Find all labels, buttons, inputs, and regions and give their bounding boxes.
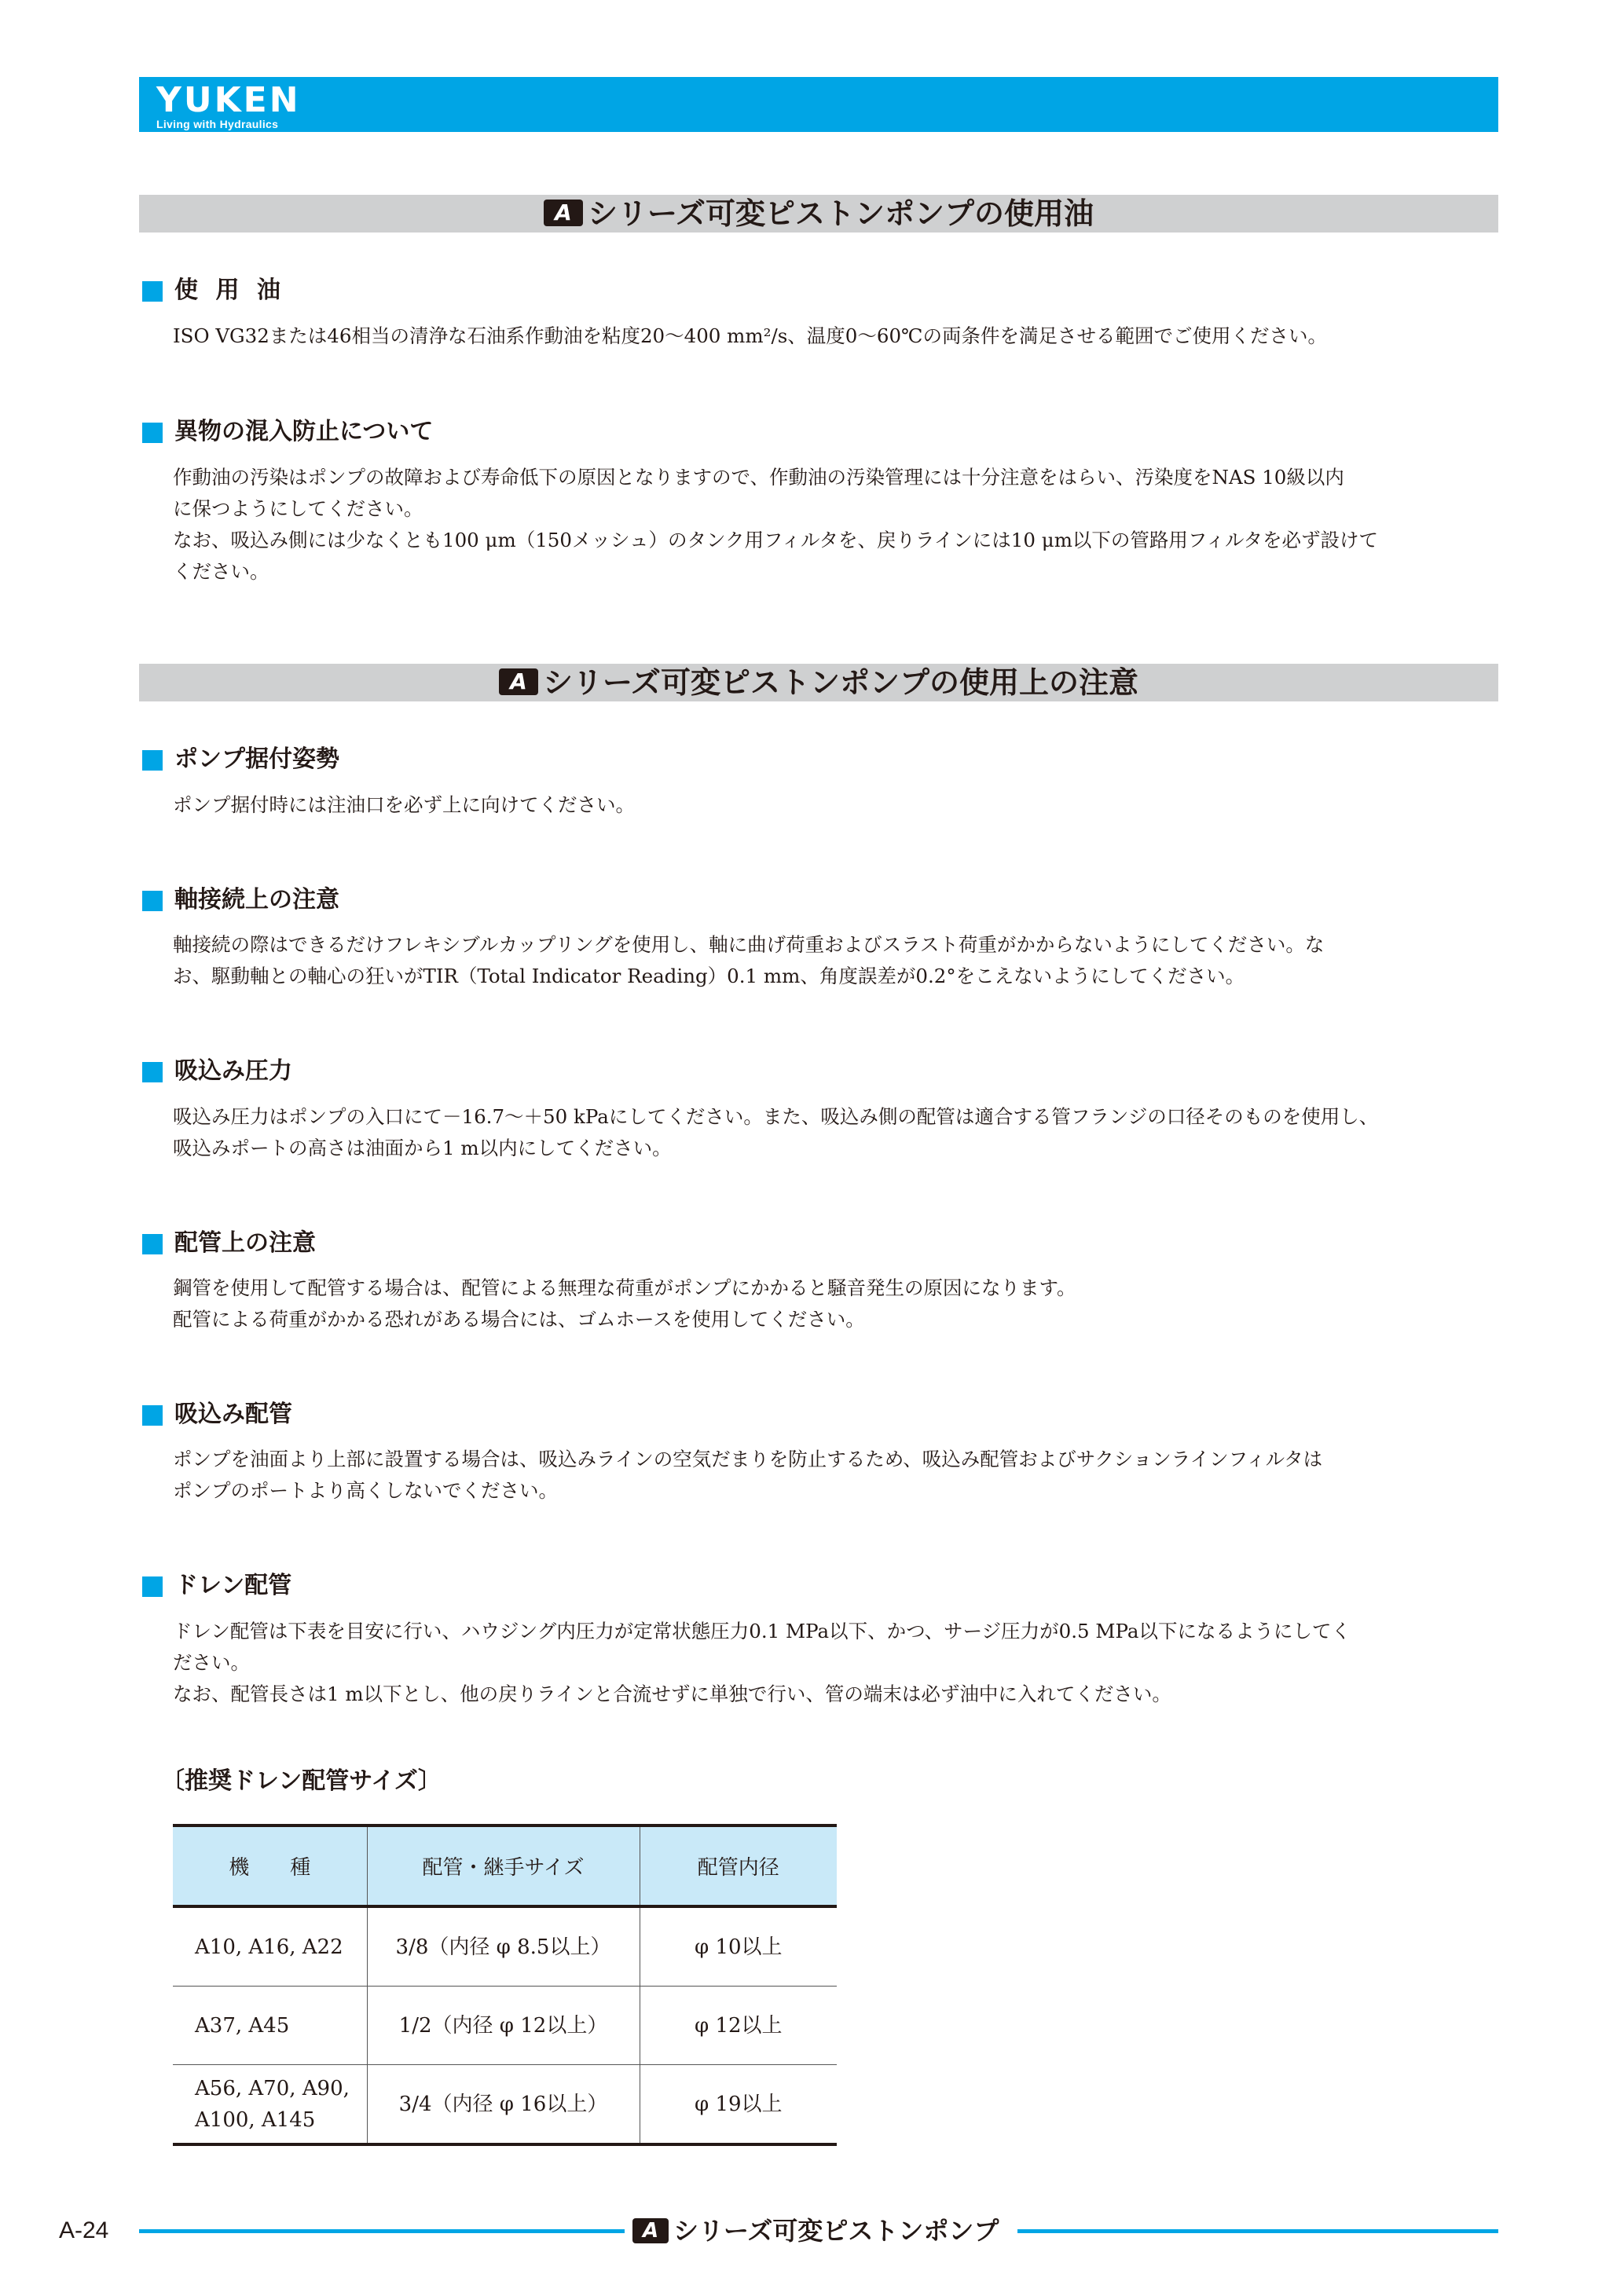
text-line: 作動油の汚染はポンプの故障および寿命低下の原因となりますので、作動油の汚染管理には十分注意をはらい、汚染度をNAS 10級以内 (173, 466, 1344, 489)
text-line: ポンプのポートより高くしないでください。 (173, 1479, 558, 1502)
model-cell (173, 1906, 367, 1987)
bullet-square-icon (142, 1405, 163, 1426)
text-line: ドレン配管は下表を目安に行い、ハウジング内圧力が定常状態圧力0.1 MPa以下、かつ、サージ圧力が0.5 MPa以下になるようにしてく (173, 1620, 1351, 1642)
table-row (173, 2065, 837, 2145)
text-line: なお、吸込み側には少なくとも100 μm（150メッシュ）のタンク用フィルタを、戻りラインには10 μm以下の管路用フィルタを必ず設けて (173, 529, 1378, 551)
text-line: 配管による荷重がかかる恐れがある場合には、ゴムホースを使用してください。 (173, 1308, 865, 1331)
text-line: 軸接続の際はできるだけフレキシブルカップリングを使用し、軸に曲げ荷重およびスラスト荷重がかからないようにしてください。な (173, 933, 1325, 956)
section-title-band (139, 195, 1498, 233)
bullet-square-icon (142, 1576, 163, 1597)
column-header: 配管内径 (640, 1825, 837, 1906)
bullet-square-icon (142, 1234, 163, 1254)
logo-tagline: Living with Hydraulics (156, 118, 279, 130)
fitting-size-cell: 1/2（内径 φ 12以上） (367, 1987, 640, 2065)
section-title-band (139, 664, 1498, 701)
table-caption: 〔推奨ドレン配管サイズ〕 (161, 1767, 442, 1795)
yuken-logo (156, 82, 301, 130)
table-row (173, 1987, 837, 2065)
subsection-heading: 異物の混入防止について (174, 418, 434, 445)
table-row (173, 1906, 837, 1987)
inner-diameter-cell: φ 12以上 (640, 1987, 837, 2065)
fitting-size-cell: 3/4（内径 φ 16以上） (367, 2065, 640, 2145)
paragraph (173, 1444, 1501, 1507)
text-line: なお、配管長さは1 m以下とし、他の戻りラインと合流せずに単独で行い、管の端末は必ず油中に入れてください。 (173, 1683, 1171, 1705)
subsection-heading: 吸込み配管 (174, 1401, 292, 1428)
fitting-size-cell: 3/8（内径 φ 8.5以上） (367, 1906, 640, 1987)
footer-title (632, 2214, 999, 2248)
header-bar (139, 77, 1498, 132)
bullet-square-icon (142, 281, 163, 302)
page-number: A-24 (59, 2217, 109, 2243)
text-line: お、駆動軸との軸心の狂いがTIR（Total Indicator Reading）0.1 mm、角度誤差が0.2°をこえないようにしてください。 (173, 965, 1245, 987)
model-text: A10, A16, A22 (195, 1935, 343, 1959)
a-series-badge-icon: A (499, 668, 538, 695)
bullet-square-icon (142, 423, 163, 443)
inner-diameter-cell: φ 10以上 (640, 1906, 837, 1987)
text-line: ください。 (173, 560, 269, 583)
footer-rule-left (139, 2229, 625, 2233)
subsection-heading: 吸込み圧力 (174, 1057, 292, 1085)
subsection-heading: ドレン配管 (174, 1572, 292, 1599)
paragraph (173, 462, 1501, 588)
text-line: に保つようにしてください。 (173, 497, 423, 520)
model-text: A100, A145 (195, 2107, 316, 2132)
subsection-heading: 軸接続上の注意 (174, 886, 339, 914)
text-line: ISO VG32または46相当の清浄な石油系作動油を粘度20～400 mm²/s、温度0～60℃の両条件を満足させる範囲でご使用ください。 (173, 324, 1327, 347)
subsection-heading: 使 用 油 (174, 276, 285, 304)
paragraph (173, 1101, 1501, 1164)
paragraph (173, 320, 1501, 352)
a-series-badge-icon: A (632, 2218, 669, 2243)
a-series-badge-icon: A (544, 200, 583, 226)
model-cell (173, 2065, 367, 2145)
section-title: シリーズ可変ピストンポンプの使用上の注意 (542, 665, 1139, 700)
paragraph (173, 929, 1501, 992)
bullet-square-icon (142, 1062, 163, 1082)
bullet-square-icon (142, 750, 163, 771)
footer-rule-right (1017, 2229, 1498, 2233)
logo-word: YUKEN (156, 80, 301, 120)
paragraph (173, 789, 1501, 821)
text-line: ポンプ据付時には注油口を必ず上に向けてください。 (173, 793, 635, 816)
paragraph (173, 1273, 1501, 1335)
text-line: ださい。 (173, 1651, 250, 1674)
model-text: A56, A70, A90, (195, 2076, 350, 2100)
drain-size-table (173, 1824, 837, 2146)
section-title: シリーズ可変ピストンポンプの使用油 (587, 196, 1094, 231)
text-line: 鋼管を使用して配管する場合は、配管による無理な荷重がポンプにかかると騒音発生の原因になります。 (173, 1276, 1076, 1299)
model-cell (173, 1987, 367, 2065)
column-header: 機 種 (173, 1825, 367, 1906)
text-line: ポンプを油面より上部に設置する場合は、吸込みラインの空気だまりを防止するため、吸込み配管およびサクションラインフィルタは (173, 1448, 1323, 1470)
footer-title-text: シリーズ可変ピストンポンプ (673, 2216, 999, 2246)
subsection-heading: 配管上の注意 (174, 1229, 316, 1257)
text-line: 吸込み圧力はポンプの入口にて－16.7～＋50 kPaにしてください。また、吸込み側の配管は適合する管フランジの口径そのものを使用し、 (173, 1105, 1379, 1128)
table-header-row (173, 1825, 837, 1906)
bullet-square-icon (142, 891, 163, 911)
paragraph (173, 1616, 1501, 1710)
text-line: 吸込みポートの高さは油面から1 m以内にしてください。 (173, 1137, 672, 1159)
inner-diameter-cell: φ 19以上 (640, 2065, 837, 2145)
model-text: A37, A45 (195, 2013, 290, 2038)
subsection-heading: ポンプ据付姿勢 (174, 745, 339, 773)
column-header: 配管・継手サイズ (367, 1825, 640, 1906)
